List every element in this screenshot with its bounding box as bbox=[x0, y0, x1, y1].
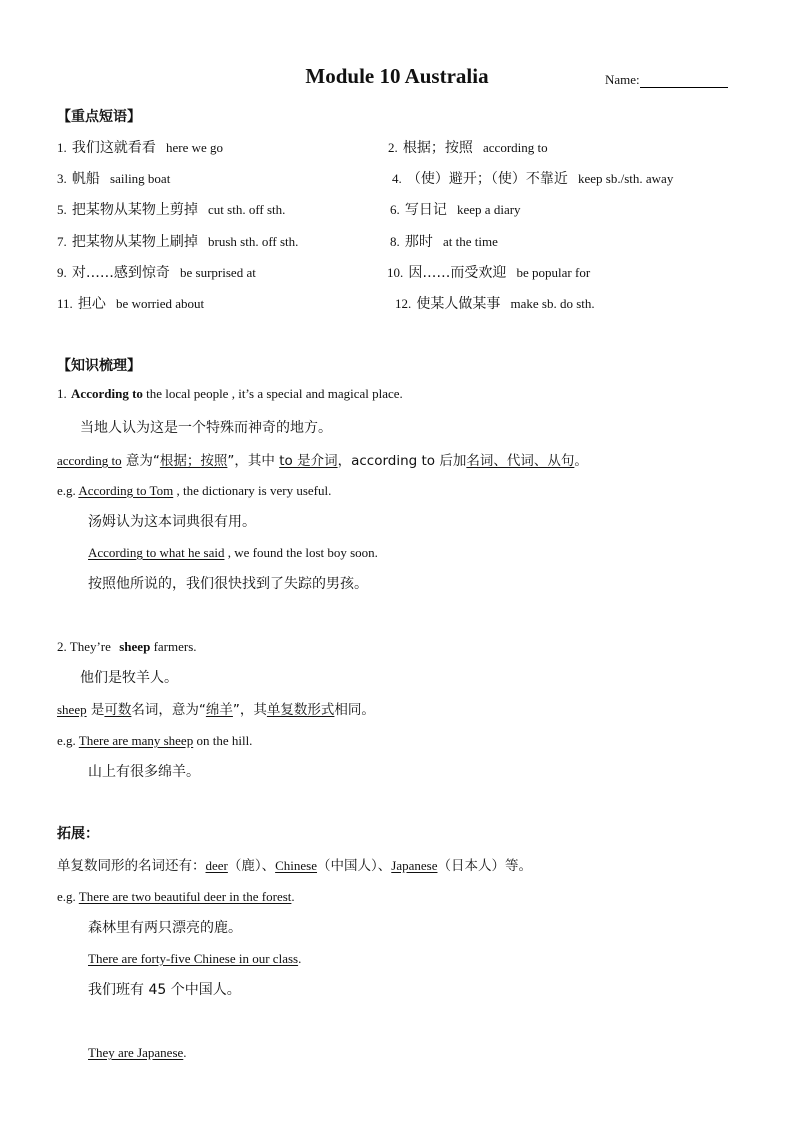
extension-example2-translation: 我们班有 45 个中国人。 bbox=[88, 982, 241, 998]
phrase-item: 12. 使某人做某事 make sb. do sth. bbox=[395, 296, 595, 312]
extension-example2: There are forty-five Chinese in our class. bbox=[88, 951, 302, 966]
point2-example1-translation: 山上有很多绵羊。 bbox=[88, 764, 200, 780]
extension-note: 单复数同形的名词还有：deer（鹿）、Chinese（中国人）、Japanese（日本人）等。 bbox=[57, 858, 532, 874]
point2-note: sheep 是可数名词，意为“绵羊”，其单复数形式相同。 bbox=[57, 702, 375, 718]
name-blank[interactable] bbox=[640, 75, 728, 88]
point1-example2-translation: 按照他所说的，我们很快找到了失踪的男孩。 bbox=[88, 576, 368, 592]
point1-example2: According to what he said , we found the lost boy soon. bbox=[88, 545, 378, 560]
phrase-item: 4. （使）避开；（使）不靠近 keep sb./sth. away bbox=[392, 171, 674, 187]
point1-sentence: 1. According to the local people , it’s a special and magical place. bbox=[57, 386, 403, 401]
phrase-item: 11. 担心 be worried about bbox=[57, 296, 205, 312]
phrase-item: 9. 对……感到惊奇 be surprised at bbox=[57, 265, 256, 281]
phrase-item: 2. 根据；按照 according to bbox=[388, 140, 548, 156]
extension-example1-translation: 森林里有两只漂亮的鹿。 bbox=[88, 920, 242, 936]
point2-translation: 他们是牧羊人。 bbox=[80, 670, 178, 686]
phrase-item: 7. 把某物从某物上刷掉 brush sth. off sth. bbox=[57, 234, 299, 250]
point1-example1: e.g. According to Tom , the dictionary is very useful. bbox=[57, 483, 332, 498]
phrase-item: 3. 帆船 sailing boat bbox=[57, 171, 171, 187]
name-field bbox=[605, 72, 728, 88]
knowledge-heading: 【知识梳理】 bbox=[57, 358, 141, 374]
point1-note: according to 意为“根据；按照”，其中 to 是介词，according to 后加名词、代词、从句。 bbox=[57, 453, 588, 469]
phrase-item: 5. 把某物从某物上剪掉 cut sth. off sth. bbox=[57, 202, 286, 218]
name-label: Name: bbox=[605, 72, 640, 87]
point2-sentence: 2. They’re sheep farmers. bbox=[57, 639, 197, 654]
phrase-item: 1. 我们这就看看 here we go bbox=[57, 140, 224, 156]
extension-example1: e.g. There are two beautiful deer in the forest. bbox=[57, 889, 295, 904]
extension-example3: They are Japanese. bbox=[88, 1045, 187, 1060]
phrase-item: 6. 写日记 keep a diary bbox=[390, 202, 521, 218]
page-title: Module 10 Australia bbox=[305, 64, 489, 88]
point1-translation: 当地人认为这是一个特殊而神奇的地方。 bbox=[80, 420, 332, 436]
extension-heading: 拓展： bbox=[57, 826, 99, 842]
point2-example1: e.g. There are many sheep on the hill. bbox=[57, 733, 253, 748]
phrase-item: 10. 因……而受欢迎 be popular for bbox=[387, 265, 591, 281]
phrase-item: 8. 那时 at the time bbox=[390, 234, 498, 250]
point1-example1-translation: 汤姆认为这本词典很有用。 bbox=[88, 514, 256, 530]
phrases-heading: 【重点短语】 bbox=[57, 109, 141, 125]
